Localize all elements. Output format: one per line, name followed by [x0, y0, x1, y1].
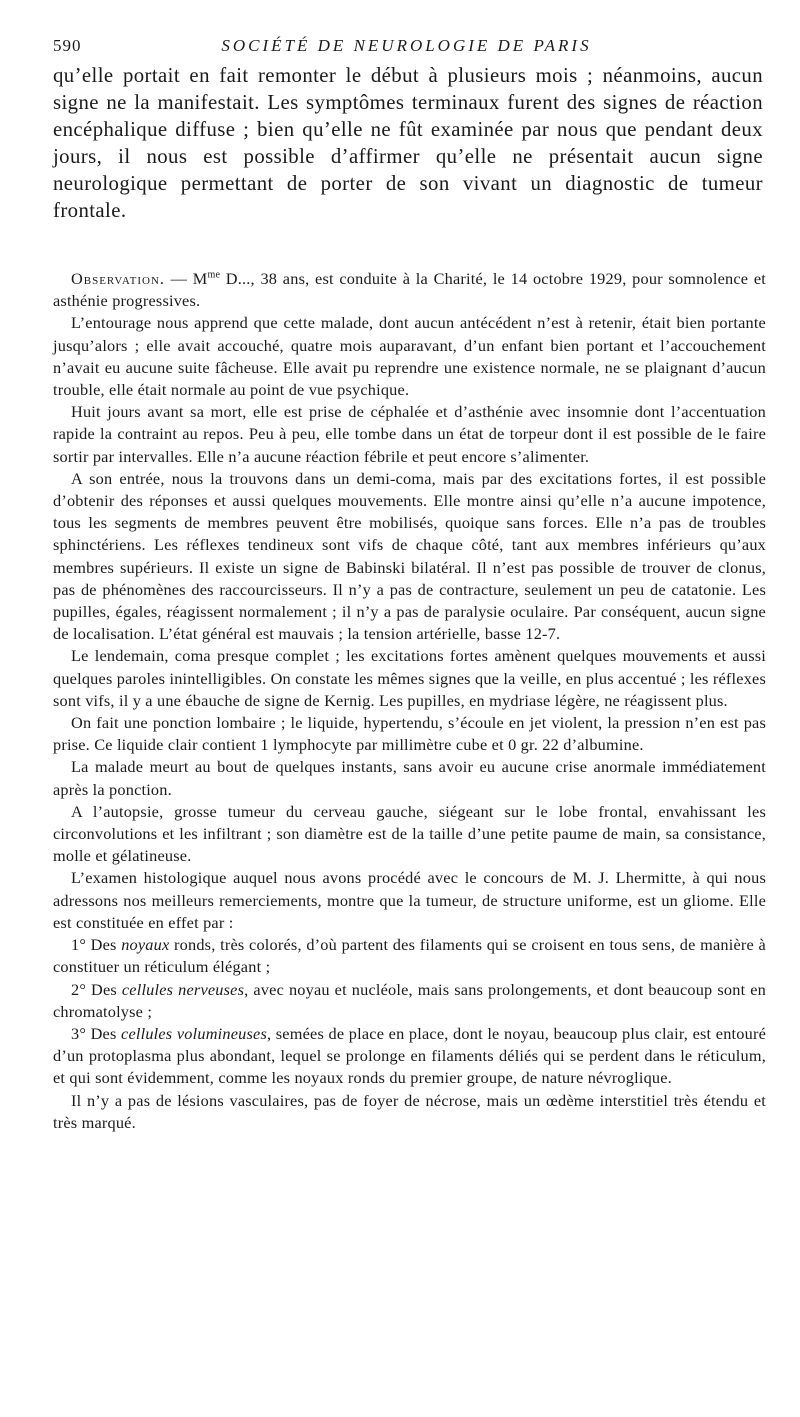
observation-paragraph: Huit jours avant sa mort, elle est prise de céphalée et d’asthénie avec insomnie dont l’accentuation rapide la contraint au repos. Peu à peu, elle tombe dans un état de torpeur dont il est possible de le faire sortir par intervalles. Elle n’a aucune réaction fébrile et peut encore s’alimenter.: [53, 402, 766, 466]
observation-paragraph: L’examen histologique auquel nous avons procédé avec le concours de M. J. Lhermitte, à qui nous adressons nos meilleurs remerciements, montre que la tumeur, de structure uniforme, est un gliome. Elle est constituée en effet par :: [53, 868, 766, 932]
list-item-text: , avec noyau et nucléole, mais sans prolongements, et dont beaucoup sont en chromatolyse ;: [53, 979, 767, 1021]
list-item-term: noyaux: [121, 935, 170, 955]
histology-list-item: [53, 1023, 766, 1090]
histology-list-item: [53, 979, 766, 1023]
observation-first-paragraph: [53, 268, 766, 312]
observation-paragraph: A l’autopsie, grosse tumeur du cerveau gauche, siégeant sur le lobe frontal, envahissant les circonvolutions et les infiltrant ; son diamètre est de la taille d’une petite paume de main, sa consistance, molle et gélatineuse.: [53, 801, 766, 866]
list-item-lead: 3° Des: [71, 1023, 122, 1043]
list-item-term: cellules nerveuses: [121, 979, 245, 999]
observation-section: [53, 268, 766, 1134]
observation-paragraph: Le lendemain, coma presque complet ; les excitations fortes amènent quelques mouvements et aussi quelques paroles inintelligibles. On constate les mêmes signes que la veille, en plus accentué ; les réflexes sont vifs, il y a une ébauche de signe de Kernig. Les pupilles, en mydriase légère, ne réagissent plus.: [53, 646, 766, 710]
observation-paragraph: L’entourage nous apprend que cette malade, dont aucun antécédent n’est à retenir, était bien portante jusqu’alors ; elle avait accouché, quatre mois auparavant, d’un enfant bien portant et l’accouchement n’avait eu aucune suite fâcheuse. Elle avait pu reprendre une existence normale, ne se plaignant d’aucun trouble, elle était normale au point de vue psychique.: [53, 313, 766, 400]
journal-title: SOCIÉTÉ DE NEUROLOGIE DE PARIS: [221, 36, 592, 55]
observation-patient-sup: me: [207, 269, 221, 281]
page-number: 590: [53, 36, 82, 55]
list-item-text: ronds, très colorés, d’où partent des filaments qui se croisent en tous sens, de manière à constituer un réticulum élégant ;: [53, 935, 766, 977]
intro-paragraph: qu’elle portait en fait remonter le début à plusieurs mois ; néanmoins, aucun signe ne la manifestait. Les symptômes terminaux furent des signes de réaction encéphalique diffuse ; bien qu’elle ne fût examinée par nous que pendant deux jours, il nous est possible d’affirmer qu’elle ne présentait aucun signe neurologique permettant de porter de son vivant un diagnostic de tumeur frontale.: [53, 64, 763, 222]
list-item-lead: 2° Des: [71, 979, 122, 999]
histology-list-item: [53, 934, 766, 978]
closing-paragraph: Il n’y a pas de lésions vasculaires, pas de foyer de nécrose, mais un œdème interstitiel très étendu et très marqué.: [53, 1090, 766, 1132]
observation-patient-prefix: — M: [170, 269, 208, 288]
running-head: [53, 36, 760, 56]
observation-paragraph: La malade meurt au bout de quelques instants, sans avoir eu aucune crise anormale immédiatement après la ponction.: [53, 757, 766, 799]
observation-paragraph: On fait une ponction lombaire ; le liquide, hypertendu, s’écoule en jet violent, la pression n’en est pas prise. Ce liquide clair contient 1 lymphocyte par millimètre cube et 0 gr. 22 d’albumine.: [53, 713, 766, 755]
observation-paragraph: A son entrée, nous la trouvons dans un demi-coma, mais par des excitations fortes, il est possible d’obtenir des réponses et aussi quelques mouvements. Elle montre ainsi qu’elle n’a aucune impotence, tous les segments de membres peuvent être mobilisés, quoique sans forces. Elle n’a pas de troubles sphinctériens. Les réflexes tendineux sont vifs de chaque côté, tant aux membres inférieurs qu’aux membres supérieurs. Il existe un signe de Babinski bilatéral. Il n’est pas possible de trouver de clonus, pas de phénomènes des raccourcisseurs. Il n’y a pas de contracture, seulement un peu de catatonie. Les pupilles, égales, réagissent normalement ; il n’y a pas de paralysie oculaire. Par conséquent, aucun signe de localisation. L’état général est mauvais ; la tension artérielle, basse 12-7.: [53, 468, 766, 644]
list-item-term: cellules volumineuses: [121, 1023, 267, 1043]
list-item-text: , semées de place en place, dont le noyau, beaucoup plus clair, est entouré d’un protoplasma plus abondant, lequel se prolonge en filaments déliés qui se perdent dans le réticulum, et qui sont évidemment, comme les noyaux ronds du premier groupe, de nature névroglique.: [53, 1023, 766, 1088]
intro-section: [53, 62, 763, 224]
observation-label: Observation.: [71, 269, 165, 288]
list-item-lead: 1° Des: [71, 935, 122, 955]
observation-first-paragraph-rest: D..., 38 ans, est conduite à la Charité, le 14 octobre 1929, pour somnolence et asthénie progressives.: [53, 269, 767, 311]
